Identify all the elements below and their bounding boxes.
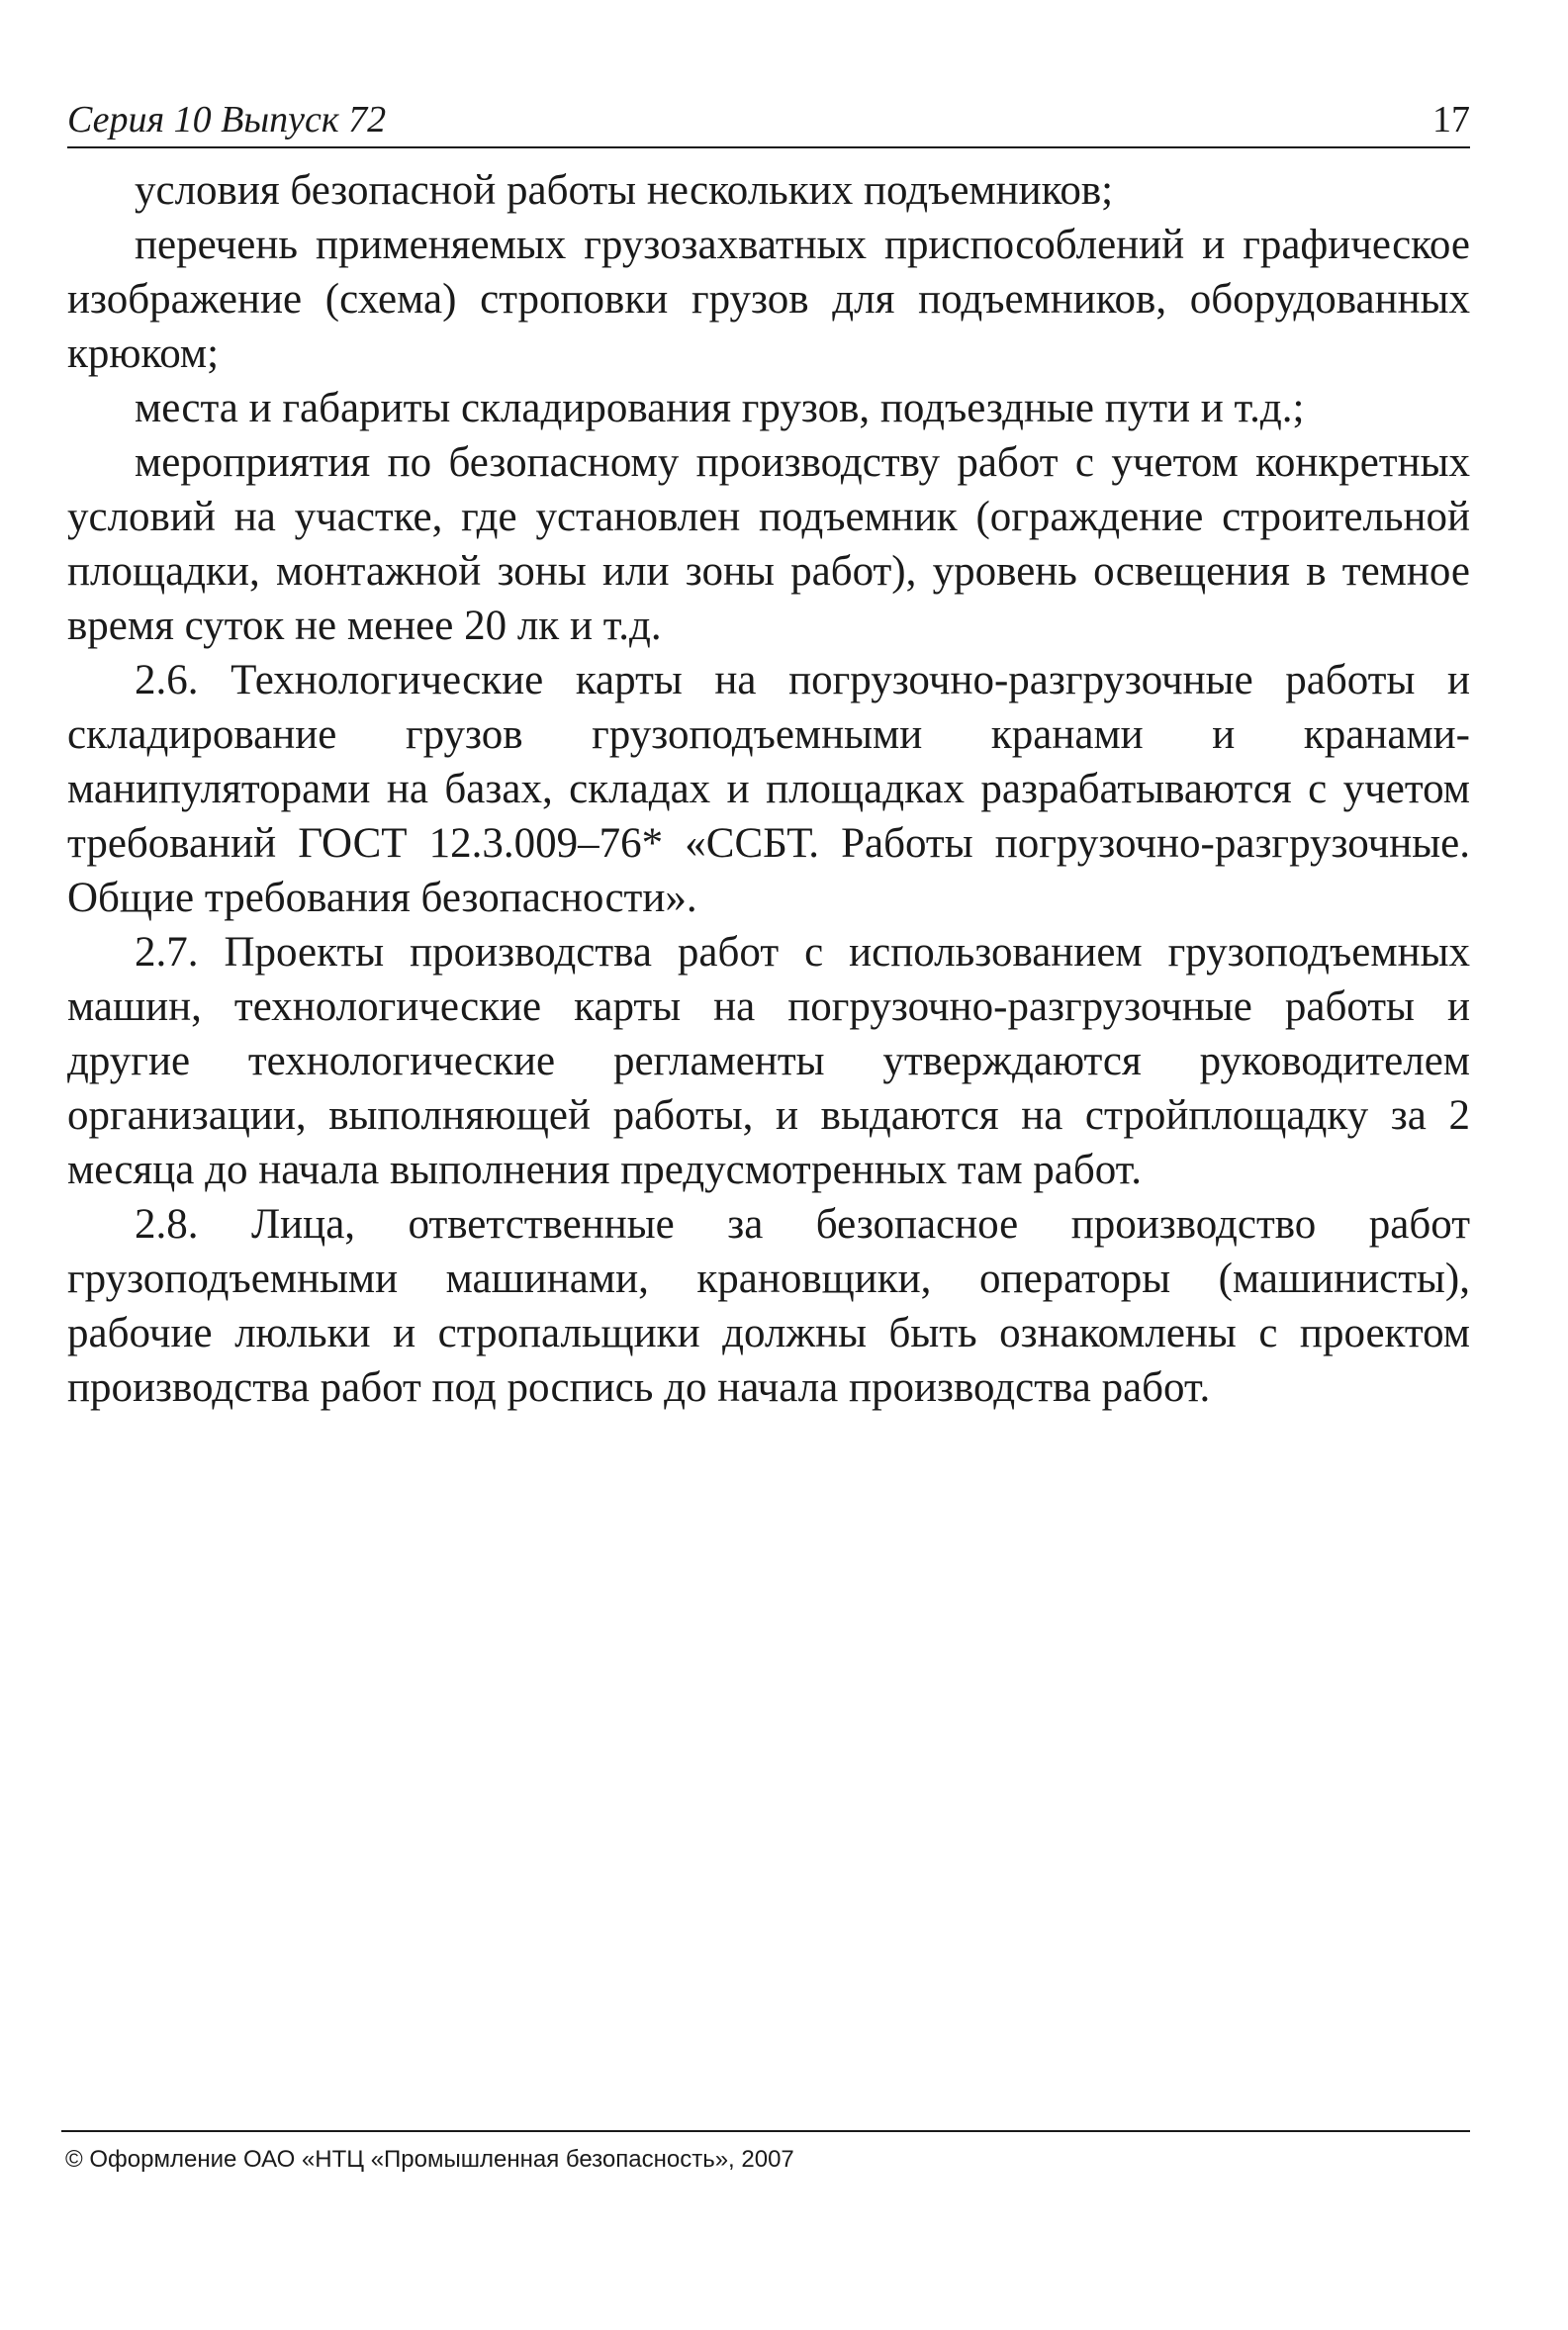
paragraph-section-2-8: 2.8. Лица, ответственные за безопасное производство работ грузоподъемными машинами, крановщики, операторы (машинисты), рабочие люльки и стропальщики должны быть ознакомлены с проектом производства работ под роспись до начала производства работ. <box>67 1201 1470 1411</box>
paragraph-storage-places: места и габариты складирования грузов, подъездные пути и т.д.; <box>135 385 1305 431</box>
paragraph-safety-measures: мероприятия по безопасному производству работ с учетом конкретных условий на участке, где установлен подъемник (ограждение строительной площадки, монтажной зоны или зоны работ), уровень освещения в темное время суток не менее 20 лк и т.д. <box>67 439 1470 649</box>
paragraph-section-2-6: 2.6. Технологические карты на погрузочно-разгрузочные работы и складирование грузов грузоподъемными кранами и кранами-манипуляторами на базах, складах и площадках разрабатываются с учетом требований ГОСТ 12.3.009–76* «ССБТ. Работы погрузочно-разгрузочные. Общие требования безопасности». <box>67 657 1470 921</box>
footer-divider <box>61 2130 1470 2132</box>
body-text <box>67 163 1470 1415</box>
paragraph-safety-conditions: условия безопасной работы нескольких подъемников; <box>135 167 1114 214</box>
footer-copyright: © Оформление ОАО «НТЦ «Промышленная безопасность», 2007 <box>65 2146 794 2173</box>
page-number: 17 <box>1432 99 1470 140</box>
paragraph-lifting-devices-list: перечень применяемых грузозахватных приспособлений и графическое изображение (схема) строповки грузов для подъемников, оборудованных крюком; <box>67 222 1470 377</box>
series-title: Серия 10 Выпуск 72 <box>67 99 387 140</box>
header-divider <box>67 146 1470 148</box>
page-header <box>67 95 1470 144</box>
paragraph-section-2-7: 2.7. Проекты производства работ с использованием грузоподъемных машин, технологические карты на погрузочно-разгрузочные работы и другие технологические регламенты утверждаются руководителем организации, выполняющей работы, и выдаются на стройплощадку за 2 месяца до начала выполнения предусмотренных там работ. <box>67 929 1470 1193</box>
